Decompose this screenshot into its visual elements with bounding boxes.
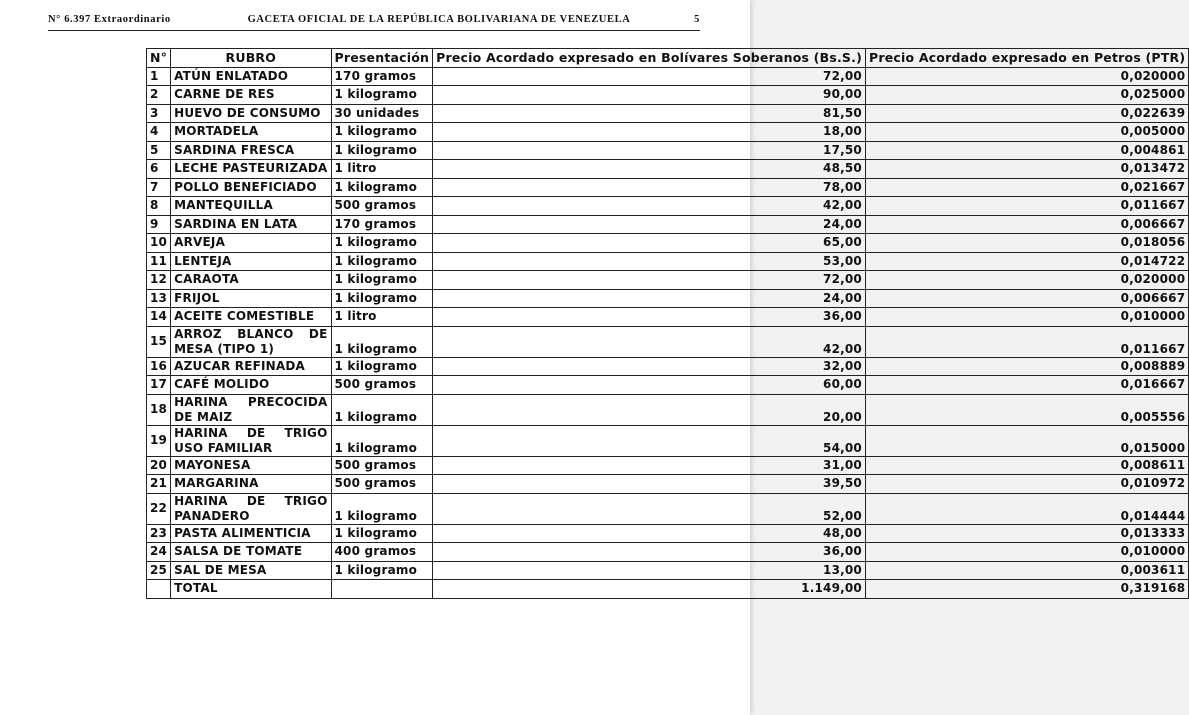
row-presentacion: 1 kilogramo: [331, 271, 433, 290]
row-number: 5: [147, 141, 171, 160]
row-price-ptr: 0,014444: [865, 493, 1188, 524]
rubro-line-1: HARINA DE TRIGO: [174, 493, 328, 508]
row-price-bs: 60,00: [433, 376, 866, 395]
row-price-bs: 42,00: [433, 197, 866, 216]
row-rubro: MAYONESA: [171, 456, 331, 475]
row-presentacion: 1 kilogramo: [331, 561, 433, 580]
row-presentacion: 170 gramos: [331, 67, 433, 86]
row-number: 19: [147, 425, 171, 456]
page-header: [48, 14, 700, 25]
row-price-ptr: 0,008611: [865, 456, 1188, 475]
row-rubro: ACEITE COMESTIBLE: [171, 308, 331, 327]
row-price-bs: 20,00: [433, 394, 866, 425]
table-row: [147, 271, 1189, 290]
row-number: 10: [147, 234, 171, 253]
header-rubro: RUBRO: [171, 49, 331, 68]
row-rubro: SARDINA EN LATA: [171, 215, 331, 234]
row-rubro: PASTA ALIMENTICIA: [171, 524, 331, 543]
row-price-ptr: 0,008889: [865, 357, 1188, 376]
rubro-line-2: MESA (TIPO 1): [174, 341, 275, 356]
table-row: [147, 308, 1189, 327]
table-row: [147, 326, 1189, 357]
row-price-ptr: 0,022639: [865, 104, 1188, 123]
table-row: [147, 141, 1189, 160]
row-number: 4: [147, 123, 171, 142]
row-number: 15: [147, 326, 171, 357]
row-price-bs: 13,00: [433, 561, 866, 580]
page-number: 5: [694, 14, 700, 25]
row-number: 3: [147, 104, 171, 123]
row-price-bs: 39,50: [433, 475, 866, 494]
rubro-line-1: ARROZ BLANCO DE: [174, 326, 328, 341]
row-price-bs: 36,00: [433, 543, 866, 562]
row-presentacion: 1 kilogramo: [331, 141, 433, 160]
row-presentacion: 1 kilogramo: [331, 86, 433, 105]
row-number: 16: [147, 357, 171, 376]
row-number: 6: [147, 160, 171, 179]
row-presentacion: 500 gramos: [331, 456, 433, 475]
table-row: [147, 289, 1189, 308]
row-rubro: [171, 394, 331, 425]
table-row: [147, 524, 1189, 543]
row-presentacion: 1 kilogramo: [331, 524, 433, 543]
row-price-ptr: 0,013472: [865, 160, 1188, 179]
row-price-bs: 24,00: [433, 289, 866, 308]
header-rule: [48, 30, 700, 31]
row-price-ptr: 0,025000: [865, 86, 1188, 105]
row-presentacion: 1 litro: [331, 308, 433, 327]
row-number: 13: [147, 289, 171, 308]
row-price-bs: 48,50: [433, 160, 866, 179]
header-presentacion: Presentación: [331, 49, 433, 68]
row-number: 25: [147, 561, 171, 580]
total-row: [147, 580, 1189, 599]
table-header-row: [147, 49, 1189, 68]
row-presentacion: 1 kilogramo: [331, 252, 433, 271]
row-presentacion: 30 unidades: [331, 104, 433, 123]
row-price-bs: 18,00: [433, 123, 866, 142]
row-presentacion: 170 gramos: [331, 215, 433, 234]
row-price-bs: 90,00: [433, 86, 866, 105]
row-number: 14: [147, 308, 171, 327]
row-price-ptr: 0,016667: [865, 376, 1188, 395]
header-price-bs: Precio Acordado expresado en Bolívares Soberanos (Bs.S.): [433, 49, 866, 68]
table-row: [147, 456, 1189, 475]
total-price-bs: 1.149,00: [433, 580, 866, 599]
row-price-bs: 17,50: [433, 141, 866, 160]
row-rubro: CAFÉ MOLIDO: [171, 376, 331, 395]
row-rubro: LECHE PASTEURIZADA: [171, 160, 331, 179]
row-rubro: AZUCAR REFINADA: [171, 357, 331, 376]
row-rubro: MANTEQUILLA: [171, 197, 331, 216]
header-no: N°: [147, 49, 171, 68]
row-price-bs: 54,00: [433, 425, 866, 456]
row-rubro: SAL DE MESA: [171, 561, 331, 580]
row-price-ptr: 0,004861: [865, 141, 1188, 160]
row-number: 18: [147, 394, 171, 425]
row-presentacion: 1 kilogramo: [331, 234, 433, 253]
table-row: [147, 178, 1189, 197]
rubro-line-1: HARINA PRECOCIDA: [174, 394, 328, 409]
row-price-ptr: 0,021667: [865, 178, 1188, 197]
table-body: [147, 67, 1189, 598]
row-price-ptr: 0,013333: [865, 524, 1188, 543]
row-number: 9: [147, 215, 171, 234]
total-empty-presentacion: [331, 580, 433, 599]
row-price-ptr: 0,011667: [865, 197, 1188, 216]
table-row: [147, 67, 1189, 86]
table-row: [147, 475, 1189, 494]
row-number: 2: [147, 86, 171, 105]
row-presentacion: 1 kilogramo: [331, 493, 433, 524]
row-presentacion: 500 gramos: [331, 475, 433, 494]
row-presentacion: 1 kilogramo: [331, 289, 433, 308]
total-price-ptr: 0,319168: [865, 580, 1188, 599]
table-row: [147, 561, 1189, 580]
price-table: [146, 48, 1189, 599]
table-row: [147, 104, 1189, 123]
row-rubro: SARDINA FRESCA: [171, 141, 331, 160]
row-price-bs: 24,00: [433, 215, 866, 234]
row-price-ptr: 0,010000: [865, 308, 1188, 327]
table-row: [147, 425, 1189, 456]
row-price-bs: 65,00: [433, 234, 866, 253]
issue-number: N° 6.397 Extraordinario: [48, 14, 171, 25]
gazette-title: GACETA OFICIAL DE LA REPÚBLICA BOLIVARIANA DE VENEZUELA: [247, 14, 631, 25]
row-rubro: [171, 493, 331, 524]
row-presentacion: 500 gramos: [331, 376, 433, 395]
header-price-ptr: Precio Acordado expresado en Petros (PTR): [865, 49, 1188, 68]
row-rubro: CARNE DE RES: [171, 86, 331, 105]
row-rubro: HUEVO DE CONSUMO: [171, 104, 331, 123]
row-price-bs: 72,00: [433, 271, 866, 290]
row-number: 8: [147, 197, 171, 216]
row-price-ptr: 0,006667: [865, 215, 1188, 234]
row-rubro: POLLO BENEFICIADO: [171, 178, 331, 197]
table-row: [147, 493, 1189, 524]
row-rubro: MORTADELA: [171, 123, 331, 142]
rubro-line-2: PANADERO: [174, 508, 250, 523]
row-number: 17: [147, 376, 171, 395]
row-price-bs: 48,00: [433, 524, 866, 543]
row-presentacion: 1 kilogramo: [331, 123, 433, 142]
row-rubro: CARAOTA: [171, 271, 331, 290]
row-number: 22: [147, 493, 171, 524]
table-row: [147, 543, 1189, 562]
total-label: TOTAL: [171, 580, 331, 599]
table-row: [147, 197, 1189, 216]
row-price-ptr: 0,005556: [865, 394, 1188, 425]
row-price-bs: 53,00: [433, 252, 866, 271]
row-price-ptr: 0,018056: [865, 234, 1188, 253]
row-number: 24: [147, 543, 171, 562]
row-number: 21: [147, 475, 171, 494]
row-number: 20: [147, 456, 171, 475]
table-row: [147, 215, 1189, 234]
row-presentacion: 1 kilogramo: [331, 425, 433, 456]
row-price-ptr: 0,003611: [865, 561, 1188, 580]
table-row: [147, 376, 1189, 395]
row-price-ptr: 0,015000: [865, 425, 1188, 456]
row-number: 1: [147, 67, 171, 86]
row-presentacion: 500 gramos: [331, 197, 433, 216]
row-price-bs: 31,00: [433, 456, 866, 475]
row-rubro: ARVEJA: [171, 234, 331, 253]
row-number: 7: [147, 178, 171, 197]
table-row: [147, 394, 1189, 425]
row-price-bs: 72,00: [433, 67, 866, 86]
table-row: [147, 357, 1189, 376]
row-price-ptr: 0,005000: [865, 123, 1188, 142]
row-number: 23: [147, 524, 171, 543]
row-price-bs: 78,00: [433, 178, 866, 197]
row-price-bs: 36,00: [433, 308, 866, 327]
row-rubro: LENTEJA: [171, 252, 331, 271]
row-rubro: [171, 326, 331, 357]
row-presentacion: 1 kilogramo: [331, 326, 433, 357]
row-price-bs: 32,00: [433, 357, 866, 376]
row-number: 12: [147, 271, 171, 290]
row-presentacion: 1 kilogramo: [331, 357, 433, 376]
row-price-bs: 81,50: [433, 104, 866, 123]
row-price-ptr: 0,010000: [865, 543, 1188, 562]
total-empty-no: [147, 580, 171, 599]
row-rubro: ATÚN ENLATADO: [171, 67, 331, 86]
row-price-bs: 52,00: [433, 493, 866, 524]
rubro-line-2: USO FAMILIAR: [174, 440, 273, 455]
row-rubro: [171, 425, 331, 456]
row-presentacion: 1 kilogramo: [331, 178, 433, 197]
row-number: 11: [147, 252, 171, 271]
table-row: [147, 252, 1189, 271]
table-row: [147, 160, 1189, 179]
rubro-line-2: DE MAIZ: [174, 409, 233, 424]
rubro-line-1: HARINA DE TRIGO: [174, 425, 328, 440]
table-row: [147, 86, 1189, 105]
row-price-ptr: 0,014722: [865, 252, 1188, 271]
row-price-ptr: 0,006667: [865, 289, 1188, 308]
table-row: [147, 123, 1189, 142]
row-presentacion: 400 gramos: [331, 543, 433, 562]
row-rubro: MARGARINA: [171, 475, 331, 494]
table-row: [147, 234, 1189, 253]
row-price-ptr: 0,020000: [865, 271, 1188, 290]
row-price-ptr: 0,011667: [865, 326, 1188, 357]
row-presentacion: 1 kilogramo: [331, 394, 433, 425]
row-price-ptr: 0,010972: [865, 475, 1188, 494]
row-rubro: SALSA DE TOMATE: [171, 543, 331, 562]
row-rubro: FRIJOL: [171, 289, 331, 308]
row-price-ptr: 0,020000: [865, 67, 1188, 86]
row-presentacion: 1 litro: [331, 160, 433, 179]
row-price-bs: 42,00: [433, 326, 866, 357]
